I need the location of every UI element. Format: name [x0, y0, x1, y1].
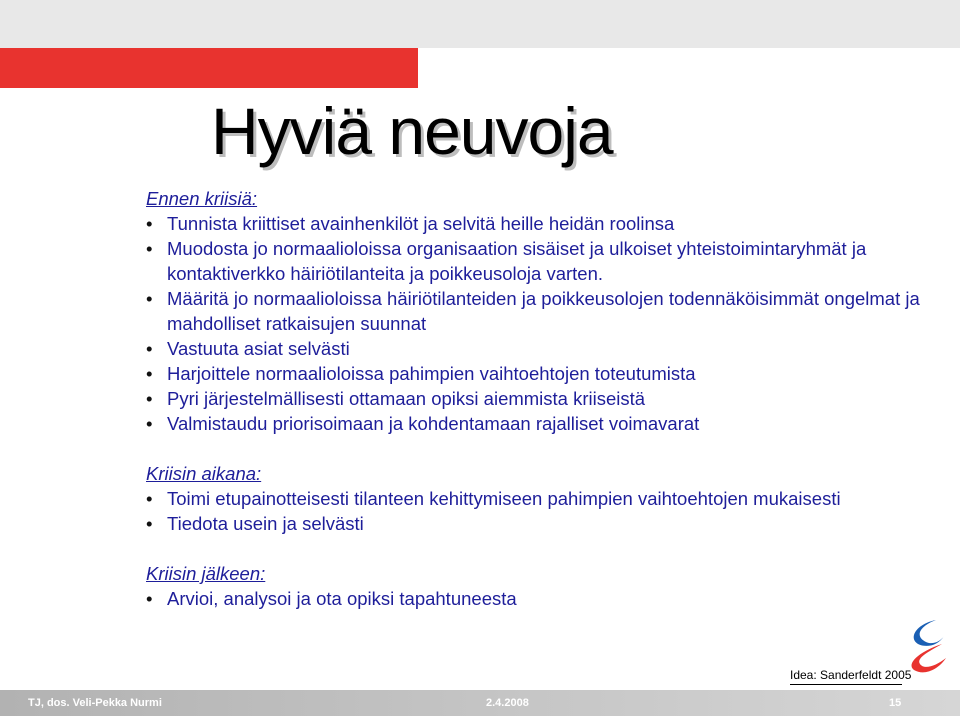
list-item: • Tiedota usein ja selvästi [146, 511, 936, 536]
header-gray-band [0, 0, 960, 48]
footer-date: 2.4.2008 [486, 697, 529, 709]
list-item: • Arvioi, analysoi ja ota opiksi tapahtuneesta [146, 586, 936, 611]
list-item: • Valmistaudu priorisoimaan ja kohdentamaan rajalliset voimavarat [146, 411, 936, 436]
list-during [146, 486, 936, 536]
spacer [146, 436, 936, 461]
list-item: • Tunnista kriittiset avainhenkilöt ja selvitä heille heidän roolinsa [146, 211, 936, 236]
swoosh-logo-icon [906, 618, 950, 680]
list-item: • Harjoittele normaalioloissa pahimpien vaihtoehtojen toteutumista [146, 361, 936, 386]
list-item: • Muodosta jo normaalioloissa organisaation sisäiset ja ulkoiset yhteistoimintaryhmät ja kontaktiverkko häiriötilanteita ja poikkeusoloja varten. [146, 236, 936, 286]
list-item: • Toimi etupainotteisesti tilanteen kehittymiseen pahimpien vaihtoehtojen mukaisesti [146, 486, 936, 511]
section-heading-before: Ennen kriisiä: [146, 188, 258, 209]
spacer [146, 536, 936, 561]
list-before [146, 211, 936, 436]
slide-title: Hyviä neuvoja [211, 94, 613, 168]
section-heading-after: Kriisin jälkeen: [146, 563, 266, 584]
list-item: • Pyri järjestelmällisesti ottamaan opiksi aiemmista kriiseistä [146, 386, 936, 411]
section-heading-during: Kriisin aikana: [146, 463, 262, 484]
slide-content [146, 186, 936, 611]
footer-page-number: 15 [889, 697, 902, 709]
list-after [146, 586, 936, 611]
list-item: • Määritä jo normaalioloissa häiriötilanteiden ja poikkeusolojen todennäköisimmät ongelmat ja mahdolliset ratkaisujen suunnat [146, 286, 936, 336]
idea-credit: Idea: Sanderfeldt 2005 [790, 668, 912, 682]
footer-author: TJ, dos. Veli-Pekka Nurmi [28, 697, 162, 709]
idea-credit-underline [790, 684, 902, 685]
header-red-band [0, 48, 418, 88]
footer-bar [0, 690, 960, 716]
list-item: • Vastuuta asiat selvästi [146, 336, 936, 361]
